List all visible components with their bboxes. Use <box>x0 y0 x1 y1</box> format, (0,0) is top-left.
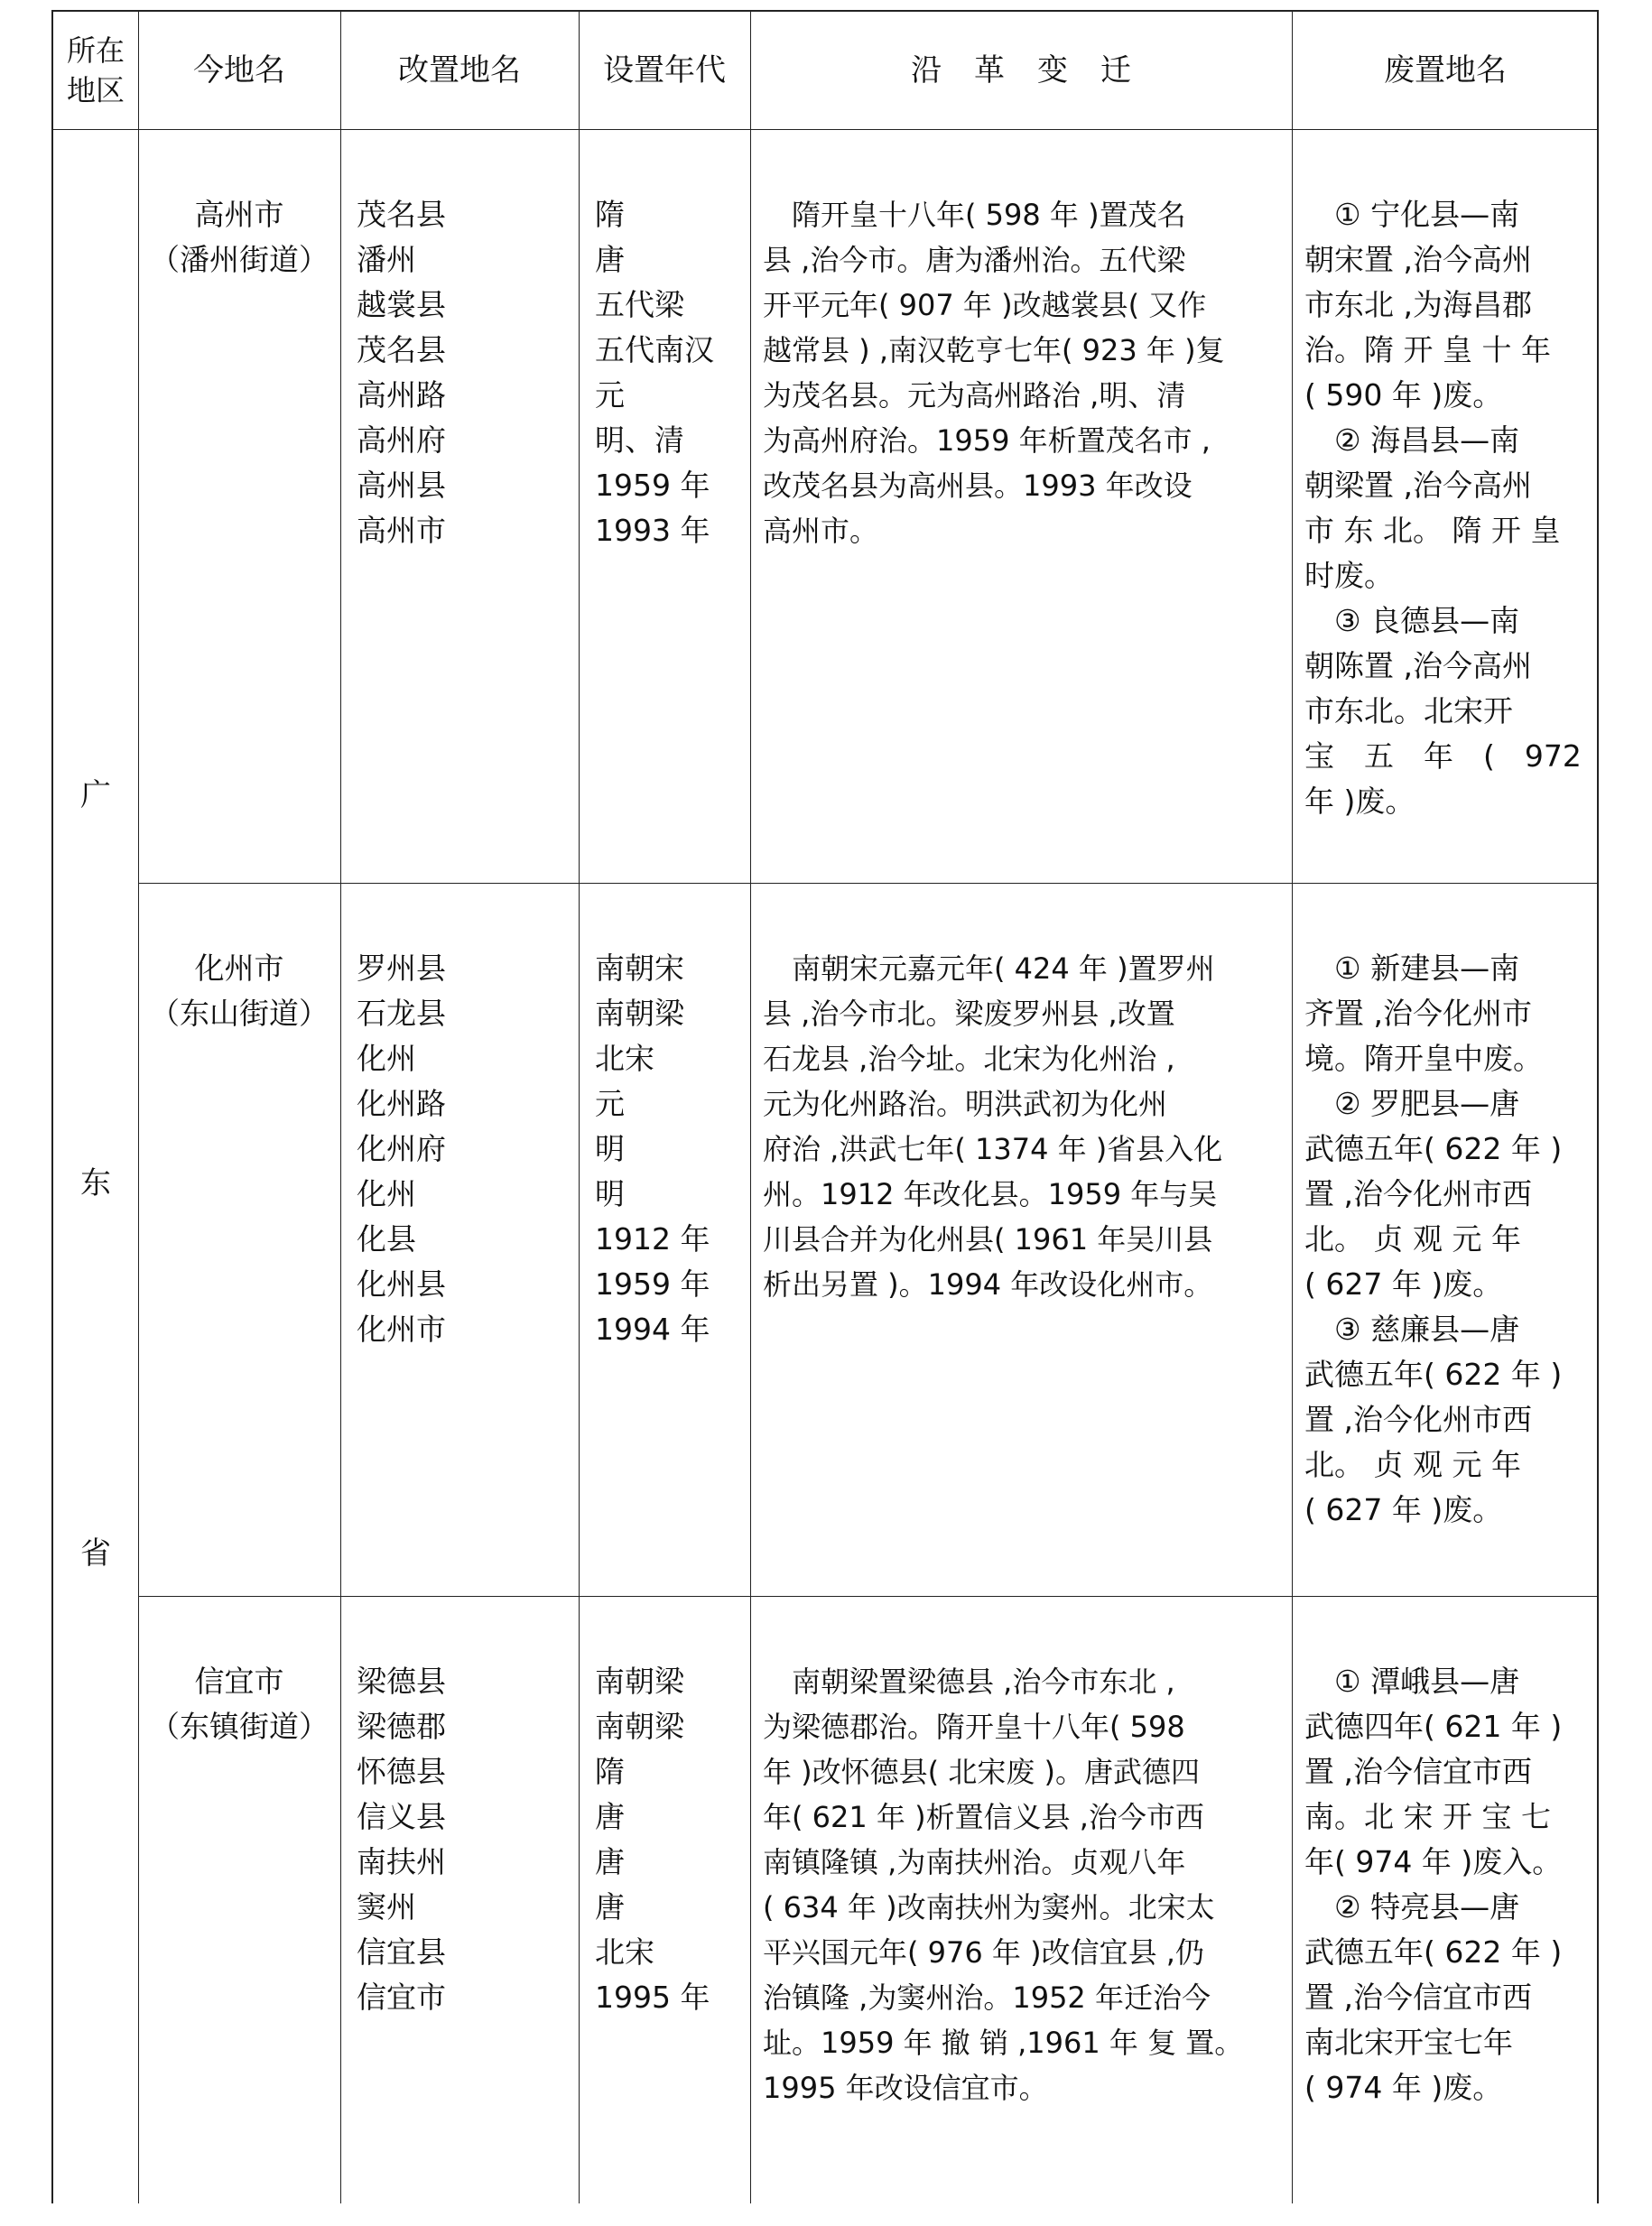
abolished-line: 治。隋 开 皇 十 年 <box>1304 332 1551 367</box>
history-line: 析出另置 )。1994 年改设化州市。 <box>763 1267 1213 1302</box>
eras-line: 隋 <box>595 197 625 232</box>
name-line: 信宜市 <box>194 1664 284 1699</box>
abolished-line: 时废。 <box>1304 558 1394 593</box>
history-line: 为茂名县。元为高州路治 ,明、清 <box>763 378 1186 413</box>
name-line: 化州市 <box>194 951 284 986</box>
abolished-line: 市 东 北。 隋 开 皇 <box>1304 513 1561 548</box>
cell-history <box>763 192 1286 553</box>
cell-eras <box>595 1659 748 2020</box>
history-line: 开平元年( 907 年 )改越裳县( 又作 <box>763 288 1207 322</box>
eras-line: 1912 年 <box>595 1221 710 1257</box>
history-line: 县 ,治今市。唐为潘州治。五代梁 <box>763 243 1186 277</box>
history-line: 隋开皇十八年( 598 年 )置茂名 <box>763 198 1186 232</box>
abolished-line: 境。隋开皇中废。 <box>1304 1041 1543 1076</box>
abolished-line: 置 ,治今化州市西 <box>1304 1176 1532 1211</box>
renamed-line: 化县 <box>357 1221 416 1257</box>
cell-name <box>138 192 340 283</box>
renamed-line: 信义县 <box>357 1799 446 1834</box>
eras-line: 元 <box>595 377 625 413</box>
name-line: （东镇街道） <box>150 1709 329 1744</box>
eras-line: 南朝梁 <box>595 1709 684 1744</box>
eras-line: 南朝梁 <box>595 1664 684 1699</box>
history-line: 县 ,治今市北。梁废罗州县 ,改置 <box>763 997 1175 1031</box>
name-line: 高州市 <box>194 197 284 232</box>
cell-abolished <box>1304 1659 1593 2110</box>
history-line: 南朝梁置梁德县 ,治今市东北 , <box>763 1665 1175 1699</box>
abolished-line: 武德五年( 622 年 ) <box>1304 1131 1563 1166</box>
province-char: 广 <box>80 777 111 813</box>
abolished-line: 朝宋置 ,治今高州 <box>1304 242 1532 277</box>
renamed-line: 梁德郡 <box>357 1709 446 1744</box>
abolished-line: ③ 慈廉县—唐 <box>1304 1312 1520 1347</box>
header-history: 沿革变迁 <box>911 52 1164 88</box>
cell-abolished <box>1304 946 1593 1533</box>
history-line: 平兴国元年( 976 年 )改信宜县 ,仍 <box>763 1935 1204 1970</box>
renamed-line: 潘州 <box>357 242 416 277</box>
history-line: 南朝宋元嘉元年( 424 年 )置罗州 <box>763 951 1215 986</box>
renamed-line: 高州路 <box>357 377 446 413</box>
header-abolished: 废置地名 <box>1384 52 1507 88</box>
abolished-line: 年( 974 年 )废入。 <box>1304 1844 1563 1879</box>
eras-line: 1959 年 <box>595 1266 710 1302</box>
renamed-line: 信宜县 <box>357 1934 446 1970</box>
abolished-line: 南。北 宋 开 宝 七 <box>1304 1799 1551 1834</box>
renamed-line: 高州市 <box>357 513 446 548</box>
eras-line: 北宋 <box>595 1934 654 1970</box>
renamed-line: 高州府 <box>357 422 446 458</box>
renamed-line: 化州市 <box>357 1312 446 1347</box>
eras-line: 1959 年 <box>595 468 710 503</box>
abolished-line: 武德四年( 621 年 ) <box>1304 1709 1563 1744</box>
abolished-line: 市东北。北宋开 <box>1304 693 1513 728</box>
abolished-line: ② 特亮县—唐 <box>1304 1889 1520 1925</box>
abolished-line: ② 海昌县—南 <box>1304 422 1520 458</box>
history-line: 石龙县 ,治今址。北宋为化州治 , <box>763 1042 1175 1076</box>
eras-line: 南朝梁 <box>595 996 684 1031</box>
cell-eras <box>595 192 748 553</box>
cell-renamed <box>357 946 579 1352</box>
history-line: 为梁德郡治。隋开皇十八年( 598 <box>763 1710 1185 1744</box>
renamed-line: 梁德县 <box>357 1664 446 1699</box>
abolished-line: ( 974 年 )废。 <box>1304 2070 1503 2105</box>
eras-line: 唐 <box>595 242 625 277</box>
history-line: 州。1912 年改化县。1959 年与吴 <box>763 1177 1218 1211</box>
abolished-line: 置 ,治今信宜市西 <box>1304 1980 1532 2015</box>
eras-line: 1993 年 <box>595 513 710 548</box>
province-char: 省 <box>80 1535 111 1572</box>
abolished-line: 北。 贞 观 元 年 <box>1304 1447 1521 1482</box>
header-divider <box>53 129 1597 130</box>
abolished-line: ① 新建县—南 <box>1304 951 1520 986</box>
abolished-line: 宝 五 年 ( 972 <box>1304 738 1582 774</box>
renamed-line: 罗州县 <box>357 951 446 986</box>
admin-history-table <box>51 10 1599 2203</box>
history-line: 改茂名县为高州县。1993 年改设 <box>763 468 1193 503</box>
eras-line: 五代梁 <box>595 287 684 322</box>
history-line: 府治 ,洪武七年( 1374 年 )省县入化 <box>763 1132 1223 1166</box>
history-line: 治镇隆 ,为窦州治。1952 年迁治今 <box>763 1980 1211 2015</box>
renamed-line: 茂名县 <box>357 197 446 232</box>
eras-line: 南朝宋 <box>595 951 684 986</box>
renamed-line: 窦州 <box>357 1889 416 1925</box>
abolished-line: ( 590 年 )废。 <box>1304 377 1503 413</box>
history-line: 南镇隆镇 ,为南扶州治。贞观八年 <box>763 1845 1186 1879</box>
abolished-line: 南北宋开宝七年 <box>1304 2025 1513 2060</box>
col-divider <box>1292 12 1293 2203</box>
col-divider <box>340 12 341 2203</box>
renamed-line: 化州 <box>357 1176 416 1211</box>
renamed-line: 信宜市 <box>357 1980 446 2015</box>
abolished-line: ( 627 年 )废。 <box>1304 1266 1503 1302</box>
col-divider <box>750 12 751 2203</box>
cell-eras <box>595 946 748 1352</box>
eras-line: 五代南汉 <box>595 332 714 367</box>
renamed-line: 化州路 <box>357 1086 446 1121</box>
renamed-line: 怀德县 <box>357 1754 446 1789</box>
name-line: （东山街道） <box>150 996 329 1031</box>
row-divider <box>138 883 1597 884</box>
renamed-line: 南扶州 <box>357 1844 446 1879</box>
abolished-line: 朝陈置 ,治今高州 <box>1304 648 1532 683</box>
history-line: 元为化州路治。明洪武初为化州 <box>763 1087 1168 1121</box>
province-char: 东 <box>80 1165 111 1201</box>
renamed-line: 石龙县 <box>357 996 446 1031</box>
history-line: 址。1959 年 撤 销 ,1961 年 复 置。 <box>763 2026 1244 2060</box>
col-divider <box>138 12 139 2203</box>
eras-line: 北宋 <box>595 1041 654 1076</box>
cell-renamed <box>357 1659 579 2020</box>
header-today-name: 今地名 <box>193 52 285 88</box>
eras-line: 1995 年 <box>595 1980 710 2015</box>
history-line: 高州市。 <box>763 514 879 548</box>
eras-line: 唐 <box>595 1844 625 1879</box>
abolished-line: 置 ,治今化州市西 <box>1304 1402 1532 1437</box>
history-line: 年( 621 年 )析置信义县 ,治今市西 <box>763 1800 1204 1834</box>
name-line: （潘州街道） <box>150 242 329 277</box>
abolished-line: ① 潭峨县—唐 <box>1304 1664 1520 1699</box>
header-region: 所在 地区 <box>66 33 125 107</box>
cell-renamed <box>357 192 579 553</box>
history-line: 越常县 ) ,南汉乾亨七年( 923 年 )复 <box>763 333 1225 367</box>
abolished-line: 市东北 ,为海昌郡 <box>1304 287 1532 322</box>
renamed-line: 化州 <box>357 1041 416 1076</box>
cell-name <box>138 946 340 1036</box>
eras-line: 明、清 <box>595 422 684 458</box>
header-renamed: 改置地名 <box>398 52 521 88</box>
renamed-line: 化州府 <box>357 1131 446 1166</box>
abolished-line: 朝梁置 ,治今高州 <box>1304 468 1532 503</box>
cell-history <box>763 1659 1286 2110</box>
abolished-line: 齐置 ,治今化州市 <box>1304 996 1532 1031</box>
abolished-line: 年 )废。 <box>1304 784 1415 819</box>
eras-line: 1994 年 <box>595 1312 710 1347</box>
eras-line: 隋 <box>595 1754 625 1789</box>
abolished-line: 置 ,治今信宜市西 <box>1304 1754 1532 1789</box>
cell-name <box>138 1659 340 1749</box>
header-era: 设置年代 <box>603 52 726 88</box>
renamed-line: 茂名县 <box>357 332 446 367</box>
history-line: 川县合并为化州县( 1961 年吴川县 <box>763 1222 1213 1257</box>
abolished-line: 武德五年( 622 年 ) <box>1304 1934 1563 1970</box>
renamed-line: 越裳县 <box>357 287 446 322</box>
renamed-line: 化州县 <box>357 1266 446 1302</box>
col-divider <box>579 12 580 2203</box>
eras-line: 明 <box>595 1131 625 1166</box>
row-divider <box>138 1596 1597 1597</box>
abolished-line: ① 宁化县—南 <box>1304 197 1520 232</box>
eras-line: 元 <box>595 1086 625 1121</box>
eras-line: 唐 <box>595 1889 625 1925</box>
abolished-line: ③ 良德县—南 <box>1304 603 1520 638</box>
renamed-line: 高州县 <box>357 468 446 503</box>
abolished-line: 武德五年( 622 年 ) <box>1304 1357 1563 1392</box>
abolished-line: ② 罗肥县—唐 <box>1304 1086 1520 1121</box>
abolished-line: ( 627 年 )废。 <box>1304 1492 1503 1527</box>
eras-line: 唐 <box>595 1799 625 1834</box>
cell-abolished <box>1304 192 1593 824</box>
cell-history <box>763 946 1286 1307</box>
abolished-line: 北。 贞 观 元 年 <box>1304 1221 1521 1257</box>
history-line: 年 )改怀德县( 北宋废 )。唐武德四 <box>763 1755 1200 1789</box>
eras-line: 明 <box>595 1176 625 1211</box>
history-line: 1995 年改设信宜市。 <box>763 2071 1048 2105</box>
history-line: ( 634 年 )改南扶州为窦州。北宋太 <box>763 1890 1215 1925</box>
history-line: 为高州府治。1959 年析置茂名市 , <box>763 423 1211 458</box>
